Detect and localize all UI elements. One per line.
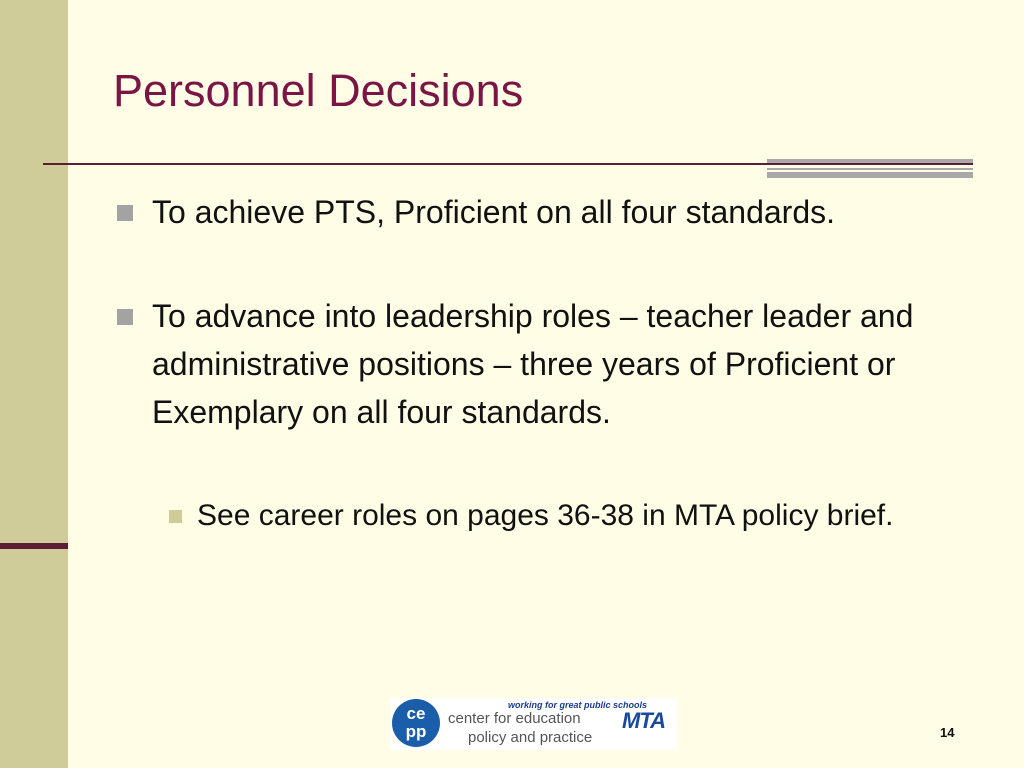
square-bullet-icon — [117, 309, 133, 325]
sub-bullet-text: See career roles on pages 36-38 in MTA policy brief. — [197, 499, 894, 532]
logo-line-1: center for education — [448, 710, 581, 727]
slide-title: Personnel Decisions — [113, 65, 524, 116]
bullet-item — [152, 292, 932, 436]
decorative-grey-bars — [767, 159, 973, 179]
page-number: 14 — [940, 725, 955, 740]
logo-tagline: working for great public schools — [508, 700, 648, 710]
cepp-mta-logo — [390, 698, 677, 750]
bullet-text: To advance into leadership roles – teacher leader and administrative positions – three years of Proficient or Exemplary on all four standards. — [152, 298, 914, 430]
logo-line-2: policy and practice — [468, 729, 593, 746]
bullet-text: To achieve PTS, Proficient on all four standards. — [152, 194, 836, 230]
square-sub-bullet-icon — [169, 510, 182, 523]
sub-bullet-item — [197, 494, 897, 537]
mta-logo: MTA — [622, 708, 666, 733]
left-decorative-band — [0, 0, 68, 768]
square-bullet-icon — [117, 205, 133, 221]
bullet-item — [152, 188, 932, 236]
cepp-circle-logo: ce pp — [392, 699, 440, 747]
left-accent-bar — [0, 543, 68, 549]
